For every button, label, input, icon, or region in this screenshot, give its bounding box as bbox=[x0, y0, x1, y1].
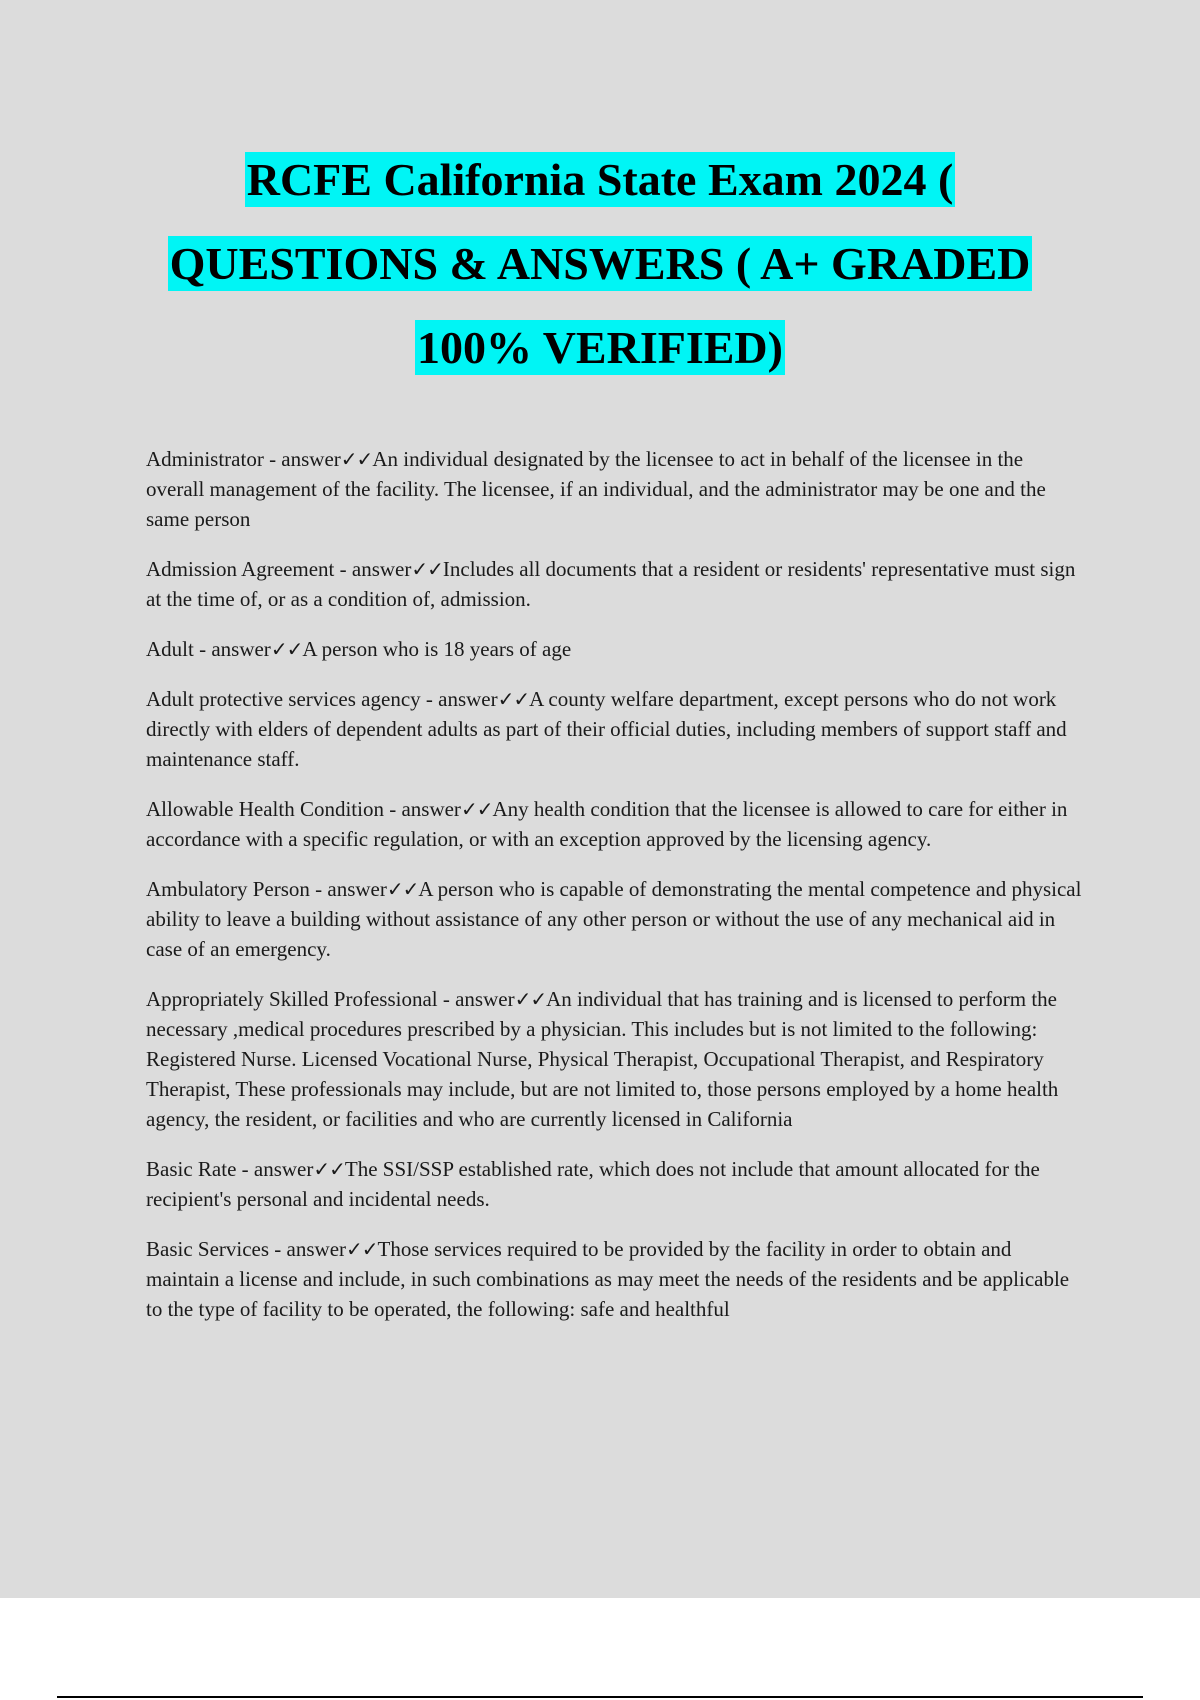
definition-entry bbox=[146, 794, 1086, 854]
entry-definition: A county welfare department, except persons who do not work directly with elders of dependent adults as part of their official duties, including members of support staff and maintenance staff. bbox=[146, 687, 1067, 771]
definition-entry bbox=[146, 554, 1086, 614]
entry-term: Ambulatory Person - answer bbox=[146, 877, 387, 901]
double-check-icon: ✓✓ bbox=[514, 987, 547, 1011]
entry-term: Admission Agreement - answer bbox=[146, 557, 412, 581]
definition-entry bbox=[146, 684, 1086, 774]
entry-term: Basic Services - answer bbox=[146, 1237, 347, 1261]
definition-entry bbox=[146, 1234, 1086, 1324]
double-check-icon: ✓✓ bbox=[340, 447, 373, 471]
entry-definition: A person who is 18 years of age bbox=[302, 637, 572, 661]
entry-term: Adult - answer bbox=[146, 637, 271, 661]
title-line bbox=[0, 222, 1200, 306]
definition-entry bbox=[146, 984, 1086, 1134]
definition-list bbox=[146, 444, 1086, 1344]
entry-term: Administrator - answer bbox=[146, 447, 341, 471]
entry-definition: Those services required to be provided by the facility in order to obtain and maintain a license and include, in such combinations as may meet the needs of the residents and be applicable to the type of facility to be operated, the following: safe and healthful bbox=[146, 1237, 1070, 1321]
document-title bbox=[0, 138, 1200, 390]
entry-definition: An individual that has training and is licensed to perform the necessary ,medical procedures prescribed by a physician. This includes but is not limited to the following: Registered Nurse. Licensed Vocational Nurse, Physical Therapist, Occupational Therapist, and Respiratory Therapist, These professionals may include, but are not limited to, those persons employed by a home health agency, the resident, or facilities and who are currently licensed in California bbox=[146, 987, 1059, 1131]
entry-term: Appropriately Skilled Professional - answer bbox=[146, 987, 515, 1011]
page-divider bbox=[57, 1696, 1143, 1698]
title-line-text: 100% VERIFIED) bbox=[417, 322, 783, 373]
double-check-icon: ✓✓ bbox=[411, 557, 443, 581]
title-line-text: RCFE California State Exam 2024 ( bbox=[246, 154, 954, 205]
double-check-icon: ✓✓ bbox=[346, 1237, 378, 1261]
entry-definition: The SSI/SSP established rate, which does not include that amount allocated for the recipient's personal and incidental needs. bbox=[146, 1157, 1040, 1211]
double-check-icon: ✓✓ bbox=[313, 1157, 345, 1181]
definition-entry bbox=[146, 444, 1086, 534]
definition-entry bbox=[146, 634, 1086, 664]
entry-term: Adult protective services agency - answer bbox=[146, 687, 498, 711]
entry-term: Basic Rate - answer bbox=[146, 1157, 314, 1181]
definition-entry bbox=[146, 874, 1086, 964]
title-line bbox=[0, 306, 1200, 390]
definition-entry bbox=[146, 1154, 1086, 1214]
title-line bbox=[0, 138, 1200, 222]
entry-definition: An individual designated by the licensee to act in behalf of the licensee in the overall management of the facility. The licensee, if an individual, and the administrator may be one and the same person bbox=[146, 447, 1046, 531]
entry-definition: A person who is capable of demonstrating the mental competence and physical ability to leave a building without assistance of any other person or without the use of any mechanical aid in case of an emergency. bbox=[146, 877, 1082, 961]
title-line-text: QUESTIONS & ANSWERS ( A+ GRADED bbox=[169, 238, 1031, 289]
entry-definition: Includes all documents that a resident or residents' representative must sign at the time of, or as a condition of, admission. bbox=[146, 557, 1076, 611]
entry-definition: Any health condition that the licensee is allowed to care for either in accordance with a specific regulation, or with an exception approved by the licensing agency. bbox=[146, 797, 1068, 851]
entry-term: Allowable Health Condition - answer bbox=[146, 797, 461, 821]
double-check-icon: ✓✓ bbox=[270, 637, 303, 661]
double-check-icon: ✓✓ bbox=[386, 877, 419, 901]
double-check-icon: ✓✓ bbox=[460, 797, 493, 821]
double-check-icon: ✓✓ bbox=[497, 687, 530, 711]
